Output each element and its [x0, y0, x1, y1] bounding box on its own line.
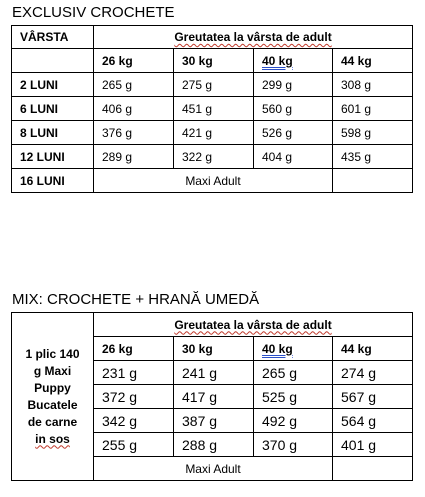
side-line: g Maxi	[33, 363, 72, 378]
section2-title: MIX: CROCHETE + HRANĂ UMEDĂ	[12, 291, 260, 308]
value-cell: 231 g	[94, 361, 174, 385]
section1-title: EXCLUSIV CROCHETE	[12, 4, 175, 21]
side-line: Puppy	[34, 380, 71, 395]
value-cell: 564 g	[333, 409, 413, 433]
value-cell: 417 g	[174, 385, 254, 409]
weight-group-header	[94, 26, 413, 49]
age-column-header: VÂRSTA	[12, 26, 94, 49]
value-cell: 404 g	[254, 145, 333, 169]
side-description-cell	[12, 313, 94, 481]
value-cell: 601 g	[333, 97, 413, 121]
value-cell: 387 g	[174, 409, 254, 433]
weight-header: 30 kg	[174, 337, 254, 361]
weight-header: 44 kg	[333, 49, 413, 73]
table-header-row	[12, 26, 413, 49]
value-cell: 376 g	[94, 121, 174, 145]
table-row	[12, 145, 413, 169]
weight-header	[254, 49, 333, 73]
value-cell: 406 g	[94, 97, 174, 121]
table-row	[12, 121, 413, 145]
weight-header: 26 kg	[94, 49, 174, 73]
value-cell: 265 g	[94, 73, 174, 97]
value-cell: 274 g	[333, 361, 413, 385]
weight-header-text: 40 kg	[262, 53, 293, 68]
value-cell: 526 g	[254, 121, 333, 145]
table-row	[12, 169, 413, 193]
weight-header: 26 kg	[94, 337, 174, 361]
value-cell: 275 g	[174, 73, 254, 97]
value-cell: 265 g	[254, 361, 333, 385]
value-cell: 598 g	[333, 121, 413, 145]
weight-group-header	[94, 313, 413, 337]
maxi-adult-cell: Maxi Adult	[94, 169, 333, 193]
value-cell: 421 g	[174, 121, 254, 145]
side-line: in sos	[35, 431, 70, 446]
value-cell: 241 g	[174, 361, 254, 385]
value-cell: 308 g	[333, 73, 413, 97]
table-row	[12, 97, 413, 121]
value-cell: 370 g	[254, 433, 333, 457]
age-cell: 8 LUNI	[12, 121, 94, 145]
value-cell: 372 g	[94, 385, 174, 409]
table-row	[12, 73, 413, 97]
value-cell: 492 g	[254, 409, 333, 433]
value-cell: 560 g	[254, 97, 333, 121]
weight-header-text: 40 kg	[262, 341, 293, 356]
maxi-adult-cell: Maxi Adult	[94, 457, 333, 481]
age-cell: 6 LUNI	[12, 97, 94, 121]
value-cell: 567 g	[333, 385, 413, 409]
side-line: 1 plic 140	[25, 346, 80, 361]
value-cell: 435 g	[333, 145, 413, 169]
weight-header: 44 kg	[333, 337, 413, 361]
age-cell: 16 LUNI	[12, 169, 94, 193]
weight-header	[254, 337, 333, 361]
value-cell: 342 g	[94, 409, 174, 433]
table-header-row	[12, 313, 413, 337]
empty-cell	[333, 457, 413, 481]
side-line: Bucatele	[27, 397, 78, 412]
weight-header: 30 kg	[174, 49, 254, 73]
value-cell: 401 g	[333, 433, 413, 457]
age-cell: 2 LUNI	[12, 73, 94, 97]
weight-group-header-text: Greutatea la vârsta de adult	[174, 30, 332, 44]
empty-cell	[12, 49, 94, 73]
value-cell: 525 g	[254, 385, 333, 409]
value-cell: 288 g	[174, 433, 254, 457]
value-cell: 255 g	[94, 433, 174, 457]
value-cell: 451 g	[174, 97, 254, 121]
age-cell: 12 LUNI	[12, 145, 94, 169]
value-cell: 299 g	[254, 73, 333, 97]
weight-group-header-text: Greutatea la vârsta de adult	[174, 317, 332, 332]
value-cell: 289 g	[94, 145, 174, 169]
side-line: de carne	[27, 414, 78, 429]
empty-cell	[333, 169, 413, 193]
table-exclusiv-crochete	[11, 25, 413, 193]
table-mix-crochete-hrana-umeda	[11, 312, 413, 481]
weight-header-row	[12, 49, 413, 73]
value-cell: 322 g	[174, 145, 254, 169]
